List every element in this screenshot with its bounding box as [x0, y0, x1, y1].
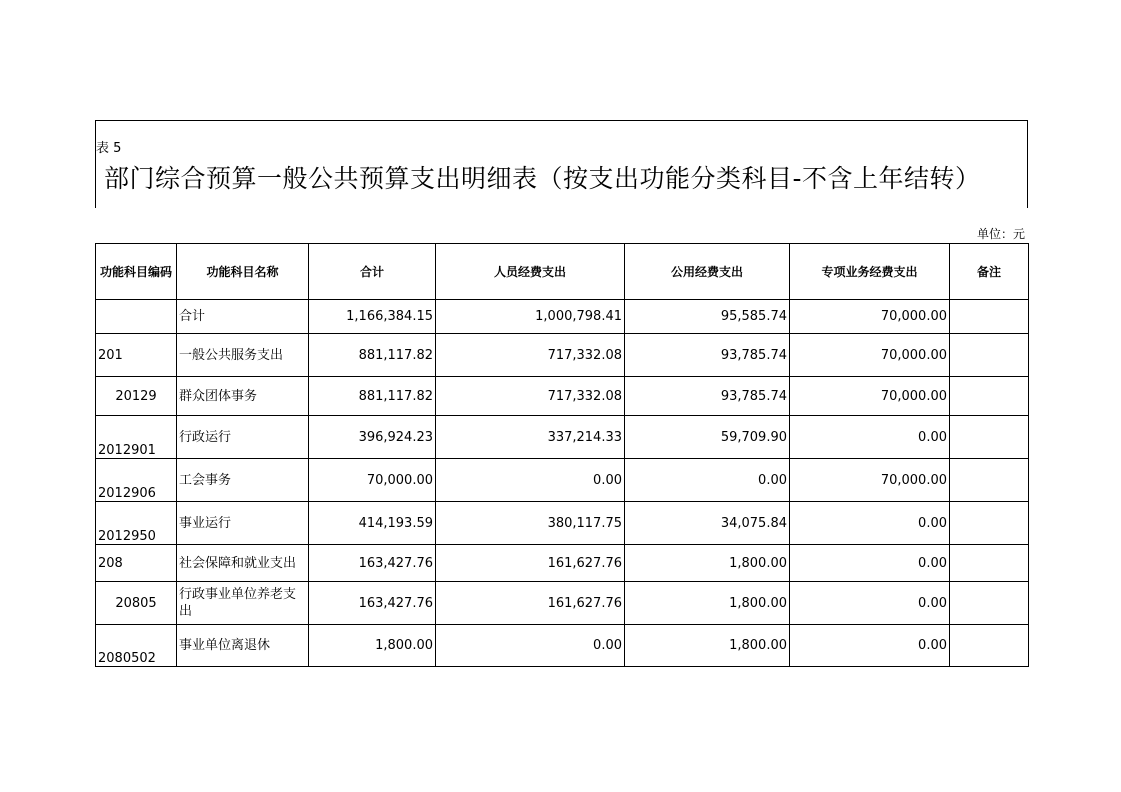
- row-note: [950, 582, 1029, 625]
- unit-label: 单位：元: [977, 227, 1026, 241]
- row-public: 1,800.00: [625, 582, 790, 625]
- row-total: 1,166,384.15: [309, 300, 436, 334]
- row-code: [96, 300, 177, 334]
- table-row: [96, 459, 1029, 502]
- row-name: 一般公共服务支出: [177, 334, 309, 377]
- row-special: 0.00: [790, 502, 950, 545]
- row-name: 事业运行: [177, 502, 309, 545]
- row-note: [950, 459, 1029, 502]
- title-box: [95, 120, 1028, 208]
- row-personnel: 0.00: [436, 459, 625, 502]
- row-special: 0.00: [790, 625, 950, 667]
- row-personnel: 380,117.75: [436, 502, 625, 545]
- row-note: [950, 300, 1029, 334]
- row-total: 881,117.82: [309, 377, 436, 416]
- row-note: [950, 377, 1029, 416]
- row-public: 1,800.00: [625, 625, 790, 667]
- header-note: 备注: [950, 244, 1029, 300]
- row-public: 93,785.74: [625, 334, 790, 377]
- row-personnel: 161,627.76: [436, 545, 625, 582]
- row-public: 93,785.74: [625, 377, 790, 416]
- row-total: 414,193.59: [309, 502, 436, 545]
- row-note: [950, 625, 1029, 667]
- header-public: 公用经费支出: [625, 244, 790, 300]
- table-row: [96, 300, 1029, 334]
- row-total: 163,427.76: [309, 545, 436, 582]
- row-personnel: 0.00: [436, 625, 625, 667]
- row-code: 20129: [96, 377, 177, 416]
- table-row: [96, 502, 1029, 545]
- header-name: 功能科目名称: [177, 244, 309, 300]
- row-name: 社会保障和就业支出: [177, 545, 309, 582]
- row-total: 163,427.76: [309, 582, 436, 625]
- row-code: 208: [96, 545, 177, 582]
- row-name: 群众团体事务: [177, 377, 309, 416]
- row-public: 0.00: [625, 459, 790, 502]
- table-row: [96, 582, 1029, 625]
- table-row: [96, 545, 1029, 582]
- table-row: [96, 377, 1029, 416]
- row-code: 2080502: [96, 625, 177, 667]
- row-note: [950, 334, 1029, 377]
- row-total: 881,117.82: [309, 334, 436, 377]
- table-row: [96, 334, 1029, 377]
- row-name: 合计: [177, 300, 309, 334]
- row-special: 70,000.00: [790, 377, 950, 416]
- row-personnel: 1,000,798.41: [436, 300, 625, 334]
- row-code: 2012950: [96, 502, 177, 545]
- row-special: 0.00: [790, 545, 950, 582]
- header-personnel: 人员经费支出: [436, 244, 625, 300]
- header-special: 专项业务经费支出: [790, 244, 950, 300]
- row-public: 1,800.00: [625, 545, 790, 582]
- row-code: 2012906: [96, 459, 177, 502]
- row-total: 1,800.00: [309, 625, 436, 667]
- header-total: 合计: [309, 244, 436, 300]
- row-personnel: 717,332.08: [436, 377, 625, 416]
- row-personnel: 161,627.76: [436, 582, 625, 625]
- table-row: [96, 625, 1029, 667]
- row-public: 34,075.84: [625, 502, 790, 545]
- row-total: 70,000.00: [309, 459, 436, 502]
- row-special: 70,000.00: [790, 300, 950, 334]
- row-special: 0.00: [790, 416, 950, 459]
- row-code: 2012901: [96, 416, 177, 459]
- row-name: 工会事务: [177, 459, 309, 502]
- row-name: 事业单位离退休: [177, 625, 309, 667]
- table-number: 表 5: [96, 141, 122, 156]
- row-public: 95,585.74: [625, 300, 790, 334]
- header-row: [96, 244, 1029, 300]
- row-code: 201: [96, 334, 177, 377]
- row-total: 396,924.23: [309, 416, 436, 459]
- expenditure-table: [95, 243, 1029, 667]
- row-public: 59,709.90: [625, 416, 790, 459]
- row-personnel: 717,332.08: [436, 334, 625, 377]
- row-note: [950, 502, 1029, 545]
- row-name: 行政运行: [177, 416, 309, 459]
- row-personnel: 337,214.33: [436, 416, 625, 459]
- table-row: [96, 416, 1029, 459]
- row-name: 行政事业单位养老支出: [177, 582, 309, 625]
- page-title: 部门综合预算一般公共预算支出明细表（按支出功能分类科目-不含上年结转）: [104, 164, 981, 193]
- row-note: [950, 416, 1029, 459]
- header-code: 功能科目编码: [96, 244, 177, 300]
- row-code: 20805: [96, 582, 177, 625]
- row-special: 70,000.00: [790, 334, 950, 377]
- row-note: [950, 545, 1029, 582]
- row-special: 0.00: [790, 582, 950, 625]
- row-special: 70,000.00: [790, 459, 950, 502]
